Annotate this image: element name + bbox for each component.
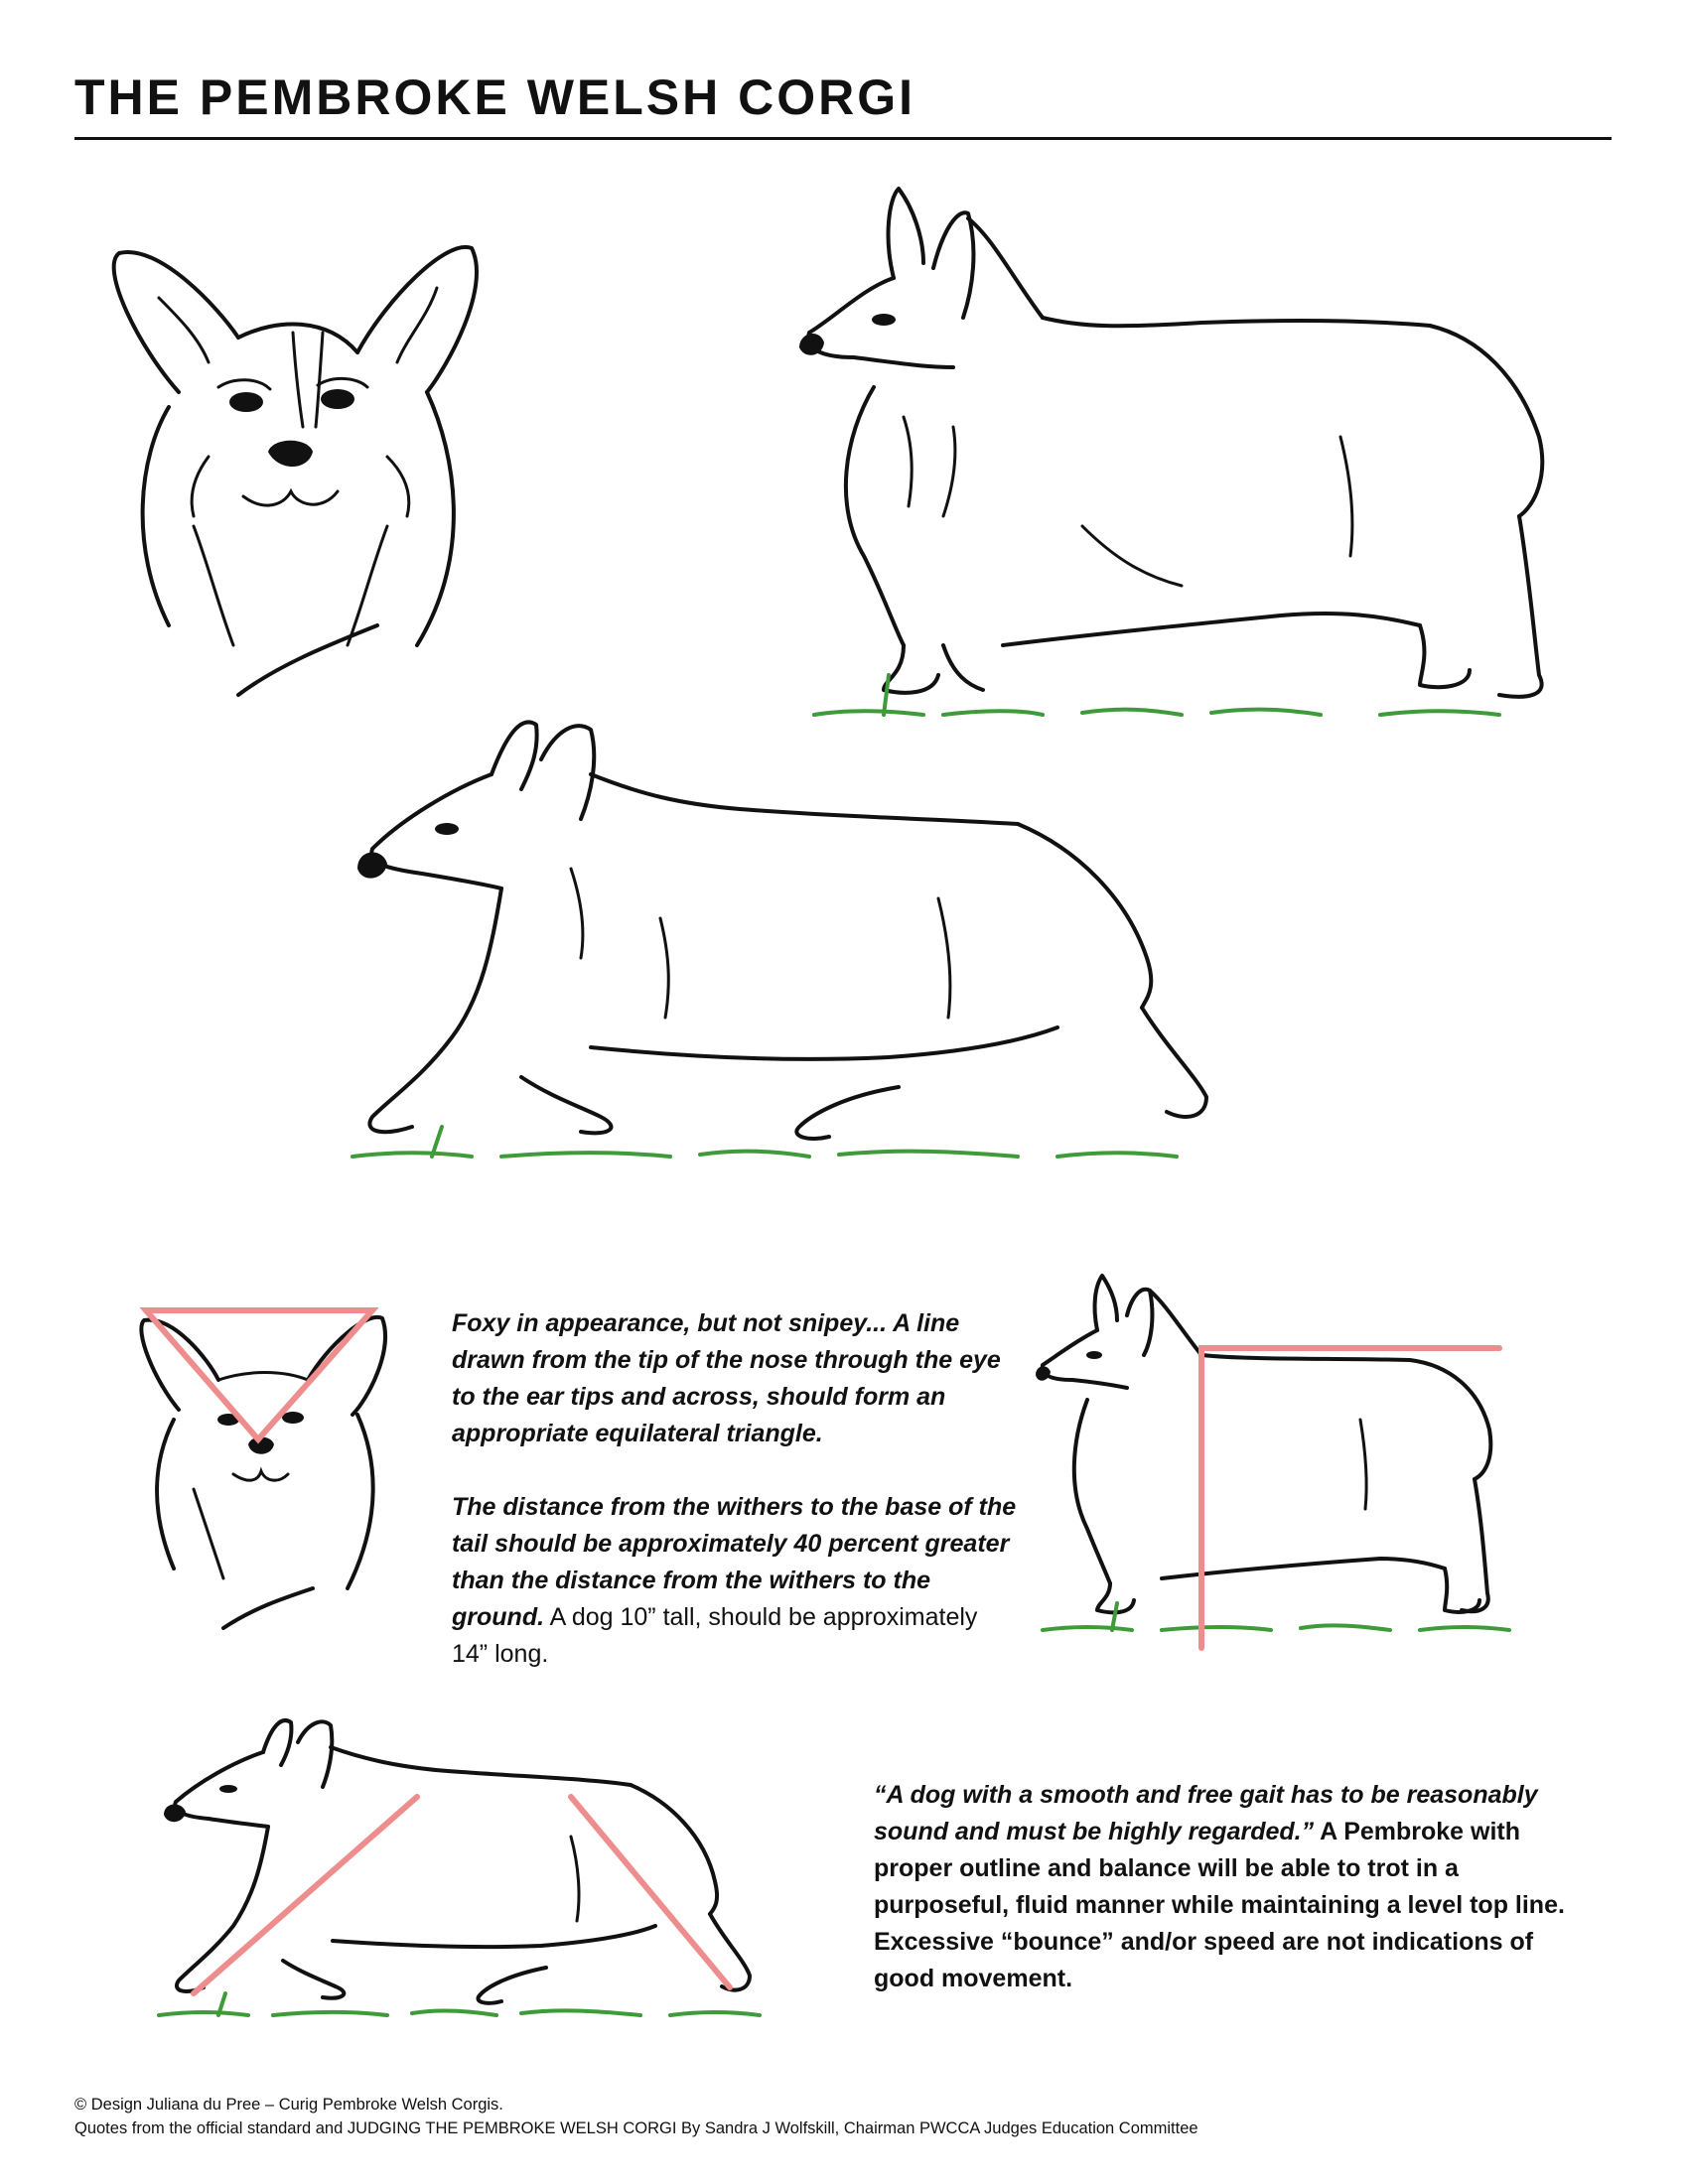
corgi-standing-side-illustration	[784, 179, 1579, 735]
corgi-trotting-gait-illustration	[154, 1698, 849, 2025]
footer-copyright: © Design Juliana du Pree – Curig Pembroke Welsh Corgis.	[74, 2096, 503, 2114]
gait-standard-quote: “A dog with a smooth and free gait has to be reasonably sound and must be highly regarded.”	[874, 1781, 1538, 1845]
footer	[74, 2093, 1623, 2140]
corgi-head-front-illustration	[99, 228, 536, 735]
gait-paragraph	[874, 1777, 1589, 1997]
proportion-description	[452, 1305, 1018, 1673]
proportion-standard-quote: The distance from the withers to the base of the tail should be approximately 40 percent greater than the distance from the withers to the ground.	[452, 1493, 1017, 1631]
title-rule	[74, 137, 1612, 140]
gait-description	[874, 1777, 1589, 1997]
gait-explanation: A Pembroke with proper outline and balance will be able to trot in a purposeful, fluid manner while maintaining a level top line. Excessive “bounce” and/or speed are not indications of good movement.	[874, 1818, 1565, 1992]
corgi-head-triangle-illustration	[134, 1300, 432, 1648]
page-title: THE PEMBROKE WELSH CORGI	[74, 69, 916, 125]
triangle-description: Foxy in appearance, but not snipey... A line drawn from the tip of the nose through the eye to the ear tips and across, should form an appropriate equilateral triangle.	[452, 1309, 1001, 1447]
proportion-example: A dog 10” tall, should be approximately 14” long.	[452, 1603, 978, 1668]
footer-sources: Quotes from the official standard and JUDGING THE PEMBROKE WELSH CORGI By Sandra J Wolfskill, Chairman PWCCA Judges Education Committee	[74, 2119, 1198, 2137]
corgi-standing-proportion-illustration	[1033, 1261, 1569, 1658]
corgi-trotting-side-illustration	[343, 700, 1336, 1176]
proportion-paragraph	[452, 1489, 1018, 1673]
